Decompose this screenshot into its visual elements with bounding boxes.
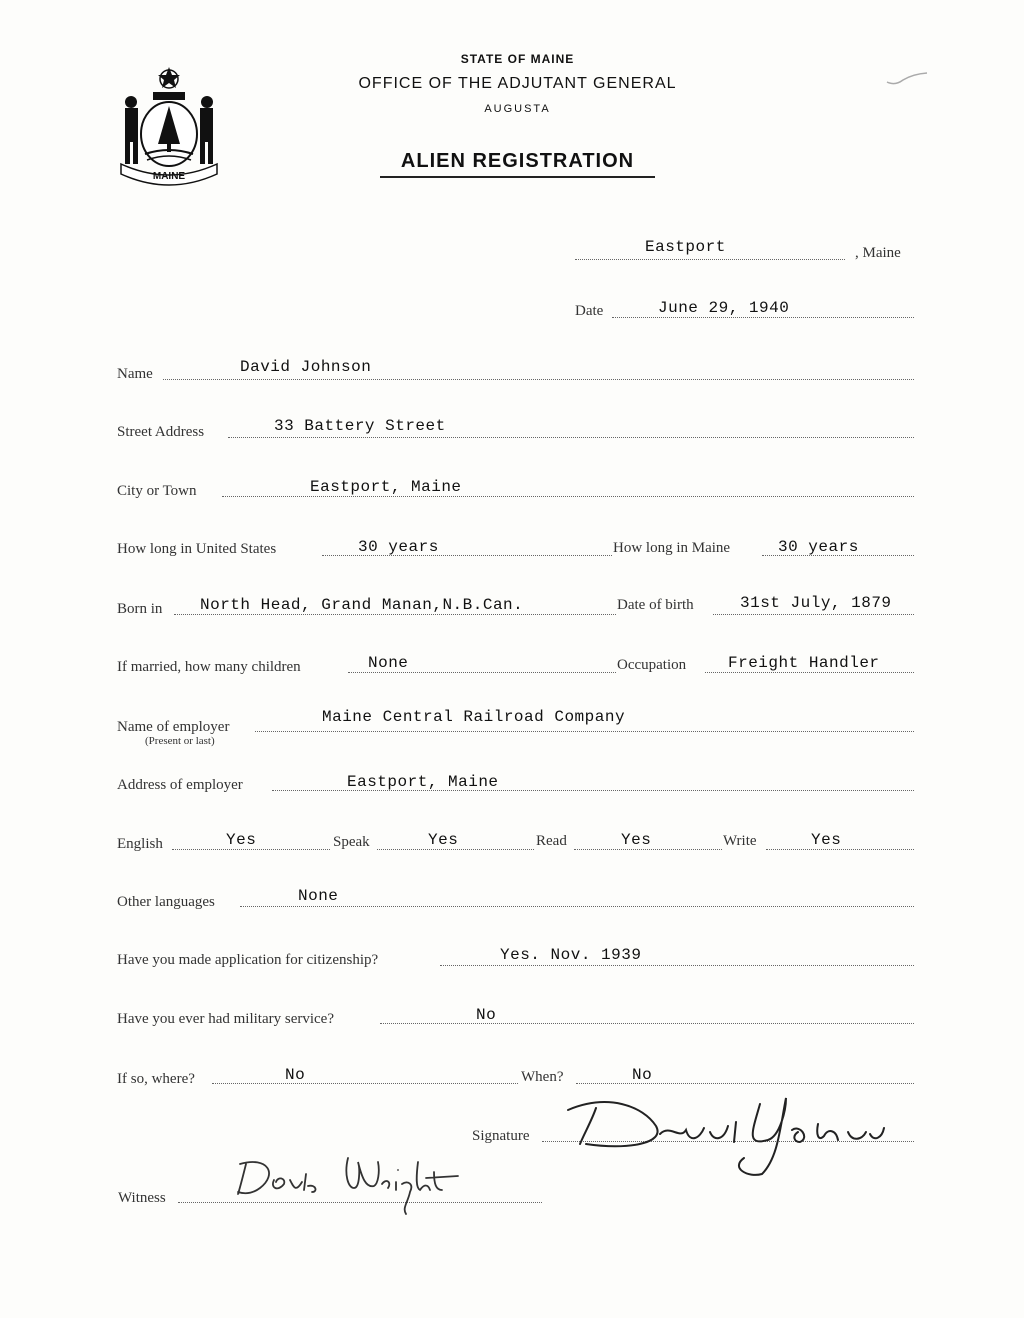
maine-state-seal (113, 64, 225, 186)
check-mark (885, 70, 930, 90)
employer-value: Maine Central Railroad Company (322, 708, 626, 726)
signature-label: Signature (472, 1128, 530, 1144)
maine-years-label: How long in Maine (613, 540, 731, 556)
city-value: Eastport, Maine (310, 478, 462, 496)
date-label: Date (575, 303, 604, 319)
citizenship-line (440, 965, 914, 966)
maine-years-value: 30 years (778, 538, 859, 556)
city-label: City or Town (117, 483, 197, 499)
children-value: None (368, 654, 409, 672)
employer-address-value: Eastport, Maine (347, 773, 499, 791)
write-label: Write (723, 833, 757, 849)
place-line (575, 259, 845, 260)
dob-line (713, 614, 914, 615)
english-line (172, 849, 330, 850)
military-label: Have you ever had military service? (117, 1011, 334, 1027)
employer-sublabel: (Present or last) (145, 735, 215, 747)
employer-label: Name of employer (117, 719, 230, 735)
speak-label: Speak (333, 834, 370, 850)
write-value: Yes (811, 831, 842, 849)
witness-signature (232, 1148, 477, 1220)
occupation-label: Occupation (617, 657, 687, 673)
seal-ribbon-text: MAINE (152, 171, 186, 182)
speak-value: Yes (428, 831, 459, 849)
applicant-signature (548, 1088, 893, 1180)
write-line (766, 849, 914, 850)
english-label: English (117, 836, 163, 852)
children-label: If married, how many children (117, 659, 301, 675)
occupation-value: Freight Handler (728, 654, 880, 672)
children-line (348, 672, 616, 673)
date-line (612, 317, 914, 318)
read-line (574, 849, 722, 850)
english-value: Yes (226, 831, 257, 849)
us-years-label: How long in United States (117, 541, 277, 557)
when-line (576, 1083, 914, 1084)
speak-line (377, 849, 534, 850)
date-value: June 29, 1940 (658, 299, 790, 317)
name-value: David Johnson (240, 358, 372, 376)
employer-line (255, 731, 914, 732)
read-value: Yes (621, 831, 652, 849)
other-languages-line (240, 906, 914, 907)
citizenship-label: Have you made application for citizenship? (117, 952, 379, 968)
street-line (228, 437, 914, 438)
form-title: ALIEN REGISTRATION (400, 150, 635, 172)
born-value: North Head, Grand Manan,N.B.Can. (200, 596, 524, 614)
street-label: Street Address (117, 424, 205, 440)
military-line (380, 1023, 914, 1024)
dob-label: Date of birth (617, 597, 694, 613)
dob-value: 31st July, 1879 (740, 594, 892, 612)
where-label: If so, where? (117, 1071, 195, 1087)
state-heading: STATE OF MAINE (460, 52, 575, 66)
employer-address-label: Address of employer (117, 777, 243, 793)
street-value: 33 Battery Street (274, 417, 446, 435)
other-languages-value: None (298, 887, 339, 905)
us-years-value: 30 years (358, 538, 439, 556)
office-heading: OFFICE OF THE ADJUTANT GENERAL (358, 75, 677, 92)
born-label: Born in (117, 601, 163, 617)
when-label: When? (521, 1069, 564, 1085)
born-line (174, 614, 616, 615)
place-value: Eastport (645, 238, 726, 256)
place-suffix: , Maine (855, 245, 901, 261)
where-line (212, 1083, 518, 1084)
occupation-line (705, 672, 914, 673)
title-underline (380, 176, 655, 178)
name-line (163, 379, 914, 380)
city-heading: AUGUSTA (484, 103, 551, 115)
witness-label: Witness (118, 1190, 166, 1206)
read-label: Read (536, 833, 567, 849)
other-languages-label: Other languages (117, 894, 215, 910)
name-label: Name (117, 366, 153, 382)
where-value: No (285, 1066, 306, 1084)
military-value: No (476, 1006, 497, 1024)
citizenship-value: Yes. Nov. 1939 (500, 946, 642, 964)
when-value: No (632, 1066, 653, 1084)
city-line (222, 496, 914, 497)
